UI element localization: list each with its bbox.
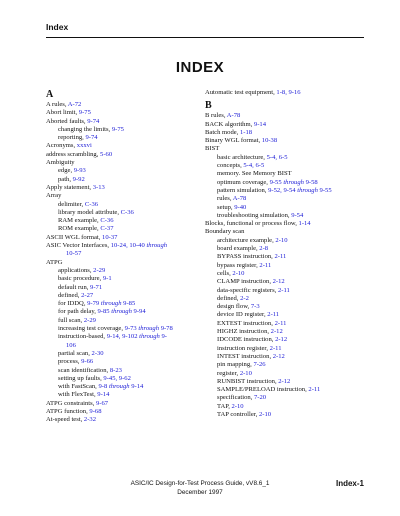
page-reference-link[interactable]: 10-37 [102, 233, 118, 241]
footer-page-number: Index-1 [335, 479, 364, 488]
page-reference-link[interactable]: 9-73 [124, 325, 137, 333]
page-reference-link[interactable]: 9-85 [123, 300, 136, 308]
entry-term: At-speed test, [46, 416, 84, 424]
entry-term: RUNBIST instruction, [217, 377, 279, 385]
page-reference-link[interactable]: 9-94 [133, 308, 146, 316]
page-reference-link[interactable]: 2-12 [275, 336, 288, 344]
entry-term: for IDDQ, [58, 300, 88, 308]
entry-term: instruction-based, [58, 333, 107, 341]
entry-term: BYPASS instruction, [217, 253, 275, 261]
index-subentry [205, 303, 375, 311]
page-reference-link[interactable]: 1-8, 9-16 [276, 89, 301, 96]
page-reference-link[interactable]: 9-75 [111, 125, 124, 133]
page-reference-link[interactable]: 9-74 [85, 134, 98, 142]
entry-term: optimum coverage, [217, 178, 270, 186]
index-subentry [205, 361, 375, 369]
entry-term: CLAMP instruction, [217, 278, 273, 286]
entry-term: process, [58, 358, 82, 366]
range-through-word: through [111, 308, 132, 316]
page-reference-link[interactable]: 9-92 [72, 175, 85, 183]
index-entry [205, 89, 375, 97]
entry-term: partial scan, [58, 349, 92, 357]
footer-guide-title: ASIC/IC Design-for-Test Process Guide, vV8.6_1 [130, 480, 270, 487]
entry-term: Binary WGL format, [205, 137, 262, 145]
entry-term: TAP, [217, 402, 232, 410]
page-reference-link[interactable]: 9-68 [89, 407, 102, 415]
index-entry [205, 137, 375, 145]
page-reference-link[interactable]: 106 [66, 341, 76, 349]
entry-term: Array [46, 192, 62, 200]
index-letter-heading: B [205, 100, 212, 112]
page-reference-link[interactable]: 3-13 [92, 183, 105, 191]
entry-term: Blocks, functional or process flow, [205, 220, 299, 228]
entry-term: ASIC Vector Interfaces, [46, 242, 111, 250]
page-reference-link[interactable]: 2-10 [275, 236, 288, 244]
page-reference-link[interactable]: 2-12 [272, 278, 285, 286]
page-reference-link[interactable]: 2-10 [239, 369, 252, 377]
page-reference-link[interactable]: 9- [161, 333, 167, 341]
page-reference-link[interactable]: 2-11 [269, 344, 282, 352]
index-subentry [205, 179, 375, 187]
page-reference-link[interactable]: 1-14 [298, 220, 311, 228]
index-entry [46, 159, 196, 167]
index-subentry [205, 311, 375, 319]
range-through-word: through [108, 383, 130, 391]
page-reference-link[interactable]: 2-11 [274, 253, 287, 261]
index-entry [46, 242, 196, 250]
entry-term: B rules, [205, 112, 227, 120]
page-reference-link[interactable]: C-36 [84, 200, 99, 208]
entry-term: setup, [217, 203, 235, 211]
index-subentry [205, 170, 375, 178]
page-reference-link[interactable]: 2-27 [81, 291, 94, 299]
page-reference-link[interactable]: 2-2 [240, 294, 249, 302]
entry-term: troubleshooting simulation, [217, 211, 292, 219]
entry-term: register, [217, 369, 240, 377]
index-entry [46, 142, 196, 150]
page-reference-link[interactable]: 7-20 [253, 394, 267, 402]
entry-term: cells, [217, 269, 233, 277]
index-subentry [205, 187, 375, 195]
entry-term: A rules, [46, 101, 68, 108]
page-reference-link[interactable]: 9-67 [96, 399, 109, 407]
index-entry [46, 259, 196, 267]
entry-term: pin mapping, [217, 361, 254, 369]
entry-term: default run, [58, 283, 91, 291]
page-reference-link[interactable]: 2-8 [259, 245, 269, 253]
page-reference-link[interactable]: A-78 [226, 112, 241, 120]
index-entry [205, 228, 375, 236]
page-reference-link[interactable]: 9-74 [87, 117, 100, 125]
entry-term: board example, [217, 245, 260, 253]
index-entry [46, 416, 196, 424]
index-subentry [205, 204, 375, 212]
index-entry [46, 118, 196, 126]
page-reference-link[interactable]: A-78 [232, 195, 247, 203]
page-reference-link[interactable]: 9-40 [234, 203, 247, 211]
index-subentry [205, 378, 375, 386]
page-reference-link[interactable]: 9-14, 9-102 [106, 333, 138, 341]
entry-term: rules, [217, 195, 233, 203]
page-reference-link[interactable]: 2-11 [308, 386, 321, 394]
index-subentry [205, 370, 375, 378]
entry-term: SAMPLE/PRELOAD instruction, [217, 386, 309, 394]
page-reference-link[interactable]: 2-32 [83, 416, 96, 424]
index-subentry [205, 411, 375, 419]
entry-term: basic architecture, [217, 153, 267, 161]
page-reference-link[interactable]: 5-4, 6-5 [243, 162, 265, 170]
header-section-label: Index [46, 22, 69, 32]
entry-term: address scrambling, [46, 150, 101, 158]
entry-term: ATPG function, [46, 407, 90, 415]
index-entry [205, 112, 375, 120]
page-reference-link[interactable]: 9-78 [160, 325, 173, 333]
entry-term: pattern simulation, [217, 186, 269, 194]
page-reference-link[interactable]: 2-30 [91, 349, 104, 357]
range-through-word: through [146, 242, 168, 250]
index-subentry [46, 275, 196, 283]
index-entry-continuation [46, 342, 196, 350]
page-reference-link[interactable]: C-36 [100, 217, 114, 225]
index-entry [205, 121, 375, 129]
page-reference-link[interactable]: 9-55 [269, 178, 282, 186]
index-subentry [46, 217, 196, 225]
entry-term: edge, [58, 167, 74, 175]
page-reference-link[interactable]: 2-12 [272, 352, 285, 360]
entry-term: setting up faults, [58, 374, 104, 382]
page-reference-link[interactable]: 9-54 [291, 211, 304, 219]
index-subentry [205, 245, 375, 253]
entry-term: Automatic test equipment, [205, 89, 277, 96]
range-through-word: through [100, 300, 122, 308]
index-subentry [46, 126, 196, 134]
page-reference-link[interactable]: 7-3 [250, 303, 260, 311]
index-subentry [46, 300, 196, 308]
entry-term: HIGHZ instruction, [217, 328, 271, 336]
index-subentry [205, 195, 375, 203]
entry-term: Acronyms, [46, 142, 77, 150]
index-subentry [205, 328, 375, 336]
index-entry [46, 109, 196, 117]
index-subentry [46, 375, 196, 383]
index-subentry [46, 176, 196, 184]
entry-term: memory. See Memory BIST [217, 170, 292, 178]
page-reference-link[interactable]: 9-66 [81, 358, 94, 366]
index-entry [46, 408, 196, 416]
index-entry [46, 234, 196, 242]
page-reference-link[interactable]: 9-93 [73, 167, 86, 175]
index-subentry [205, 295, 375, 303]
page-reference-link[interactable]: C-37 [100, 225, 114, 233]
range-through-word: through [297, 186, 318, 194]
entry-term: instruction register, [217, 344, 270, 352]
index-entry [205, 129, 375, 137]
entry-term: IDCODE instruction, [217, 336, 276, 344]
index-subentry [205, 253, 375, 261]
entry-term: data-specific registers, [217, 286, 278, 294]
index-subentry [205, 237, 375, 245]
index-subentry [205, 394, 375, 402]
index-subentry [46, 358, 196, 366]
page-title: INDEX [175, 59, 225, 76]
entry-term: Boundary scan [205, 228, 245, 236]
entry-term: concepts, [217, 162, 244, 170]
entry-term: defined, [58, 291, 82, 299]
page-reference-link[interactable]: 2-11 [274, 319, 287, 327]
index-subentry [205, 345, 375, 353]
entry-term: reporting, [58, 134, 86, 142]
page-reference-link[interactable]: 9-14 [253, 120, 266, 128]
page-reference-link[interactable]: 9-55 [319, 186, 332, 194]
entry-term: EXTEST instruction, [217, 319, 275, 327]
footer-date: December 1997 [177, 489, 223, 496]
entry-term: ATPG constraints, [46, 399, 96, 407]
entry-term: ROM example, [58, 225, 101, 233]
page-reference-link[interactable]: 1-18 [239, 128, 253, 136]
entry-term: Abort limit, [46, 109, 79, 117]
page-reference-link[interactable]: 9-71 [90, 283, 103, 291]
index-entry [46, 151, 196, 159]
index-subentry [205, 162, 375, 170]
page-reference-link[interactable]: A-72 [67, 101, 82, 108]
index-subentry [205, 336, 375, 344]
entry-term: ATPG [46, 258, 63, 266]
index-subentry [46, 383, 196, 391]
page-reference-link[interactable]: 2-29 [93, 266, 106, 274]
page-reference-link[interactable]: 9-52, 9-54 [268, 186, 296, 194]
index-subentry [46, 167, 196, 175]
entry-term: architecture example, [217, 236, 276, 244]
page-reference-link[interactable]: 9-85 [97, 308, 110, 316]
entry-term: with FastScan, [58, 383, 99, 391]
index-letter-heading: A [46, 89, 54, 100]
index-subentry [205, 154, 375, 162]
entry-term: library model attribute, [58, 208, 121, 216]
entry-term: applications, [58, 266, 94, 274]
entry-term: delimiter, [58, 200, 85, 208]
page-reference-link[interactable]: 10-38 [261, 137, 278, 145]
entry-term: with FlexTest, [58, 391, 98, 399]
page-reference-link[interactable]: 7-26 [253, 361, 266, 369]
index-entry [205, 220, 375, 228]
index-subentry [205, 353, 375, 361]
entry-term: Batch mode, [205, 128, 240, 136]
page-reference-link[interactable]: 10-24, 10-40 [110, 242, 145, 250]
entry-term: increasing test coverage, [58, 325, 125, 333]
entry-term: INTEST instruction, [217, 352, 273, 360]
entry-term: BACK algorithm, [205, 120, 254, 128]
index-entry [46, 184, 196, 192]
index-subentry [46, 134, 196, 142]
index-subentry [46, 367, 196, 375]
index-entry [46, 101, 196, 109]
index-subentry [205, 270, 375, 278]
page-reference-link[interactable]: 8-23 [109, 366, 122, 374]
entry-term: bypass register, [217, 261, 260, 269]
page-reference-link[interactable]: 10-57 [66, 250, 82, 258]
index-entry-continuation [46, 250, 196, 258]
entry-term: Ambiguity [46, 159, 75, 167]
page-reference-link[interactable]: 2-29 [83, 316, 96, 324]
page-reference-link[interactable]: 9-8 [98, 383, 108, 391]
entry-term: specification, [217, 394, 254, 402]
index-subentry [46, 325, 196, 333]
index-subentry [46, 209, 196, 217]
entry-term: for path delay, [58, 308, 98, 316]
index-subentry [46, 284, 196, 292]
page-reference-link[interactable]: 5-60 [100, 150, 113, 158]
index-entry [205, 145, 375, 153]
entry-term: design flow, [217, 303, 251, 311]
index-subentry [205, 403, 375, 411]
index-subentry [46, 292, 196, 300]
index-subentry [46, 225, 196, 233]
range-through-word: through [139, 333, 160, 341]
page-reference-link[interactable]: 2-10 [259, 410, 272, 418]
entry-term: TAP controller, [217, 410, 259, 418]
page-reference-link[interactable]: 9-75 [78, 109, 91, 117]
page-reference-link[interactable]: xxxvi [76, 142, 92, 150]
header-rule [46, 37, 364, 38]
index-subentry [46, 317, 196, 325]
page-reference-link[interactable]: C-36 [120, 208, 134, 216]
index-subentry [205, 212, 375, 220]
entry-term: BIST [205, 145, 220, 153]
entry-term: RAM example, [58, 217, 101, 225]
index-subentry [205, 287, 375, 295]
index-subentry [205, 386, 375, 394]
index-column-right [205, 89, 375, 419]
index-subentry [46, 391, 196, 399]
page-reference-link[interactable]: 9-1 [102, 275, 112, 283]
entry-term: ASCII WGL format, [46, 233, 103, 241]
index-subentry [205, 262, 375, 270]
index-subentry [46, 333, 196, 341]
index-entry [46, 400, 196, 408]
page-reference-link[interactable]: 2-12 [270, 328, 283, 336]
range-through-word: through [138, 325, 160, 333]
entry-term: changing the limits, [58, 125, 112, 133]
entry-term: scan identification, [58, 366, 110, 374]
page-reference-link[interactable]: 2-10 [232, 269, 245, 277]
page-reference-link[interactable]: 9-58 [305, 178, 318, 186]
range-through-word: through [283, 178, 304, 186]
page-reference-link[interactable]: 2-11 [259, 261, 272, 269]
entry-term: defined, [217, 294, 241, 302]
page-reference-link[interactable]: 2-11 [267, 311, 280, 319]
page-reference-link[interactable]: 9-79 [87, 300, 100, 308]
index-entry [46, 192, 196, 200]
index-subentry [205, 320, 375, 328]
entry-term: path, [58, 175, 73, 183]
page-reference-link[interactable]: 5-4, 6-5 [266, 153, 288, 161]
page-reference-link[interactable]: 9-14 [97, 391, 110, 399]
index-subentry [46, 308, 196, 316]
entry-term: basic procedure, [58, 275, 103, 283]
page-reference-link[interactable]: 2-10 [231, 402, 244, 410]
entry-term: device ID register, [217, 311, 268, 319]
index-subentry [205, 278, 375, 286]
index-subentry [46, 350, 196, 358]
page-reference-link[interactable]: 9-45, 9-62 [103, 374, 131, 382]
entry-term: full scan, [58, 316, 84, 324]
page-reference-link[interactable]: 2-12 [278, 377, 291, 385]
page-reference-link[interactable]: 2-11 [277, 286, 290, 294]
index-subentry [46, 267, 196, 275]
page-reference-link[interactable]: 9-14 [131, 383, 144, 391]
index-subentry [46, 201, 196, 209]
entry-term: Apply statement, [46, 183, 93, 191]
entry-term: Aborted faults, [46, 117, 88, 125]
index-column-left [46, 89, 196, 425]
